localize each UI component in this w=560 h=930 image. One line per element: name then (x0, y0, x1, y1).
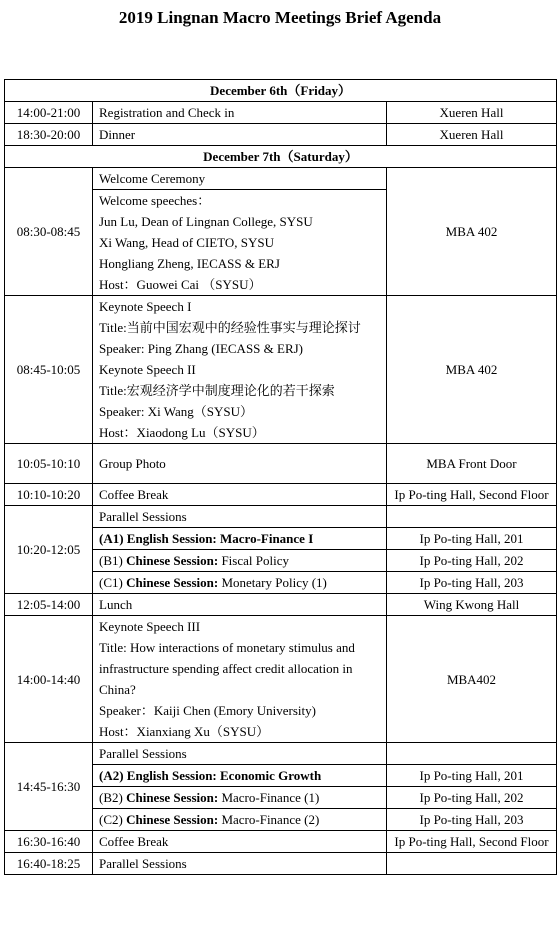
event-cell: Parallel Sessions (93, 743, 387, 765)
table-row (5, 444, 557, 484)
table-row (5, 831, 557, 853)
welcome-speaker: Jun Lu, Dean of Lingnan College, SYSU (99, 214, 313, 229)
event-cell (93, 190, 387, 296)
session-code: (C1) (99, 575, 127, 590)
keynote-label: Keynote Speech I (99, 299, 192, 314)
venue-cell (387, 853, 557, 875)
session-topic: Fiscal Policy (218, 553, 289, 568)
host-line: Host：Guowei Cai （SYSU） (99, 277, 262, 292)
venue-cell: Ip Po-ting Hall, 203 (387, 572, 557, 594)
session-topic: Macro-Finance (2) (218, 812, 320, 827)
event-cell: Welcome Ceremony (93, 168, 387, 190)
event-cell: Parallel Sessions (93, 853, 387, 875)
session-cell (93, 572, 387, 594)
session-cell (93, 528, 387, 550)
venue-cell: Wing Kwong Hall (387, 594, 557, 616)
time-cell: 12:05-14:00 (5, 594, 93, 616)
keynote-speaker: Speaker: Xi Wang（SYSU） (99, 404, 253, 419)
keynote-title: Title: How interactions of monetary stimulus and infrastructure spending affect credit allocation in China? (99, 640, 355, 697)
session-code: (C2) (99, 812, 127, 827)
day-heading-row (5, 80, 557, 102)
session-cell (93, 550, 387, 572)
keynote-title: Title:宏观经济学中制度理论化的若干探索 (99, 383, 335, 398)
event-cell: Registration and Check in (93, 102, 387, 124)
session-code: (B1) (99, 553, 127, 568)
table-row (5, 484, 557, 506)
time-cell: 14:45-16:30 (5, 743, 93, 831)
table-row (5, 124, 557, 146)
host-line: Host：Xiaodong Lu（SYSU） (99, 425, 265, 440)
table-row (5, 168, 557, 190)
time-cell: 10:20-12:05 (5, 506, 93, 594)
venue-cell: MBA402 (387, 616, 557, 743)
table-row (5, 594, 557, 616)
keynote-label: Keynote Speech II (99, 362, 196, 377)
venue-cell: Ip Po-ting Hall, 202 (387, 787, 557, 809)
time-cell: 14:00-14:40 (5, 616, 93, 743)
table-row (5, 743, 557, 765)
day-heading: December 6th（Friday） (5, 80, 557, 102)
keynote-label: Keynote Speech III (99, 619, 201, 634)
time-cell: 14:00-21:00 (5, 102, 93, 124)
event-cell: Group Photo (93, 444, 387, 484)
time-cell: 10:10-10:20 (5, 484, 93, 506)
session-kind: Chinese Session: (126, 790, 219, 805)
keynote-speaker: Speaker: Ping Zhang (IECASS & ERJ) (99, 341, 304, 356)
table-row (5, 506, 557, 528)
page-title: 2019 Lingnan Macro Meetings Brief Agenda (118, 8, 442, 27)
table-row (5, 616, 557, 743)
time-cell: 16:30-16:40 (5, 831, 93, 853)
venue-cell: MBA 402 (387, 296, 557, 444)
event-cell (93, 616, 387, 743)
table-row (5, 853, 557, 875)
host-line: Host：Xianxiang Xu（SYSU） (99, 724, 270, 739)
venue-cell: MBA Front Door (387, 444, 557, 484)
session-cell (93, 787, 387, 809)
venue-cell: Ip Po-ting Hall, Second Floor (387, 831, 557, 853)
time-cell: 18:30-20:00 (5, 124, 93, 146)
time-cell: 16:40-18:25 (5, 853, 93, 875)
session-name: (A1) English Session: Macro-Finance I (99, 531, 314, 546)
session-kind: Chinese Session: (126, 812, 219, 827)
day-heading-row (5, 146, 557, 168)
event-cell: Dinner (93, 124, 387, 146)
session-kind: Chinese Session: (126, 553, 219, 568)
venue-cell: Xueren Hall (387, 124, 557, 146)
session-topic: Macro-Finance (1) (218, 790, 320, 805)
session-topic: Monetary Policy (1) (218, 575, 327, 590)
session-name: (A2) English Session: Economic Growth (99, 768, 322, 783)
keynote-title: Title:当前中国宏观中的经验性事实与理论探讨 (99, 320, 361, 335)
table-row (5, 296, 557, 444)
session-kind: Chinese Session: (126, 575, 219, 590)
day-heading: December 7th（Saturday） (5, 146, 557, 168)
venue-cell: Ip Po-ting Hall, 201 (387, 528, 557, 550)
venue-cell: Xueren Hall (387, 102, 557, 124)
event-cell: Coffee Break (93, 484, 387, 506)
venue-cell: Ip Po-ting Hall, 203 (387, 809, 557, 831)
venue-cell: Ip Po-ting Hall, 201 (387, 765, 557, 787)
welcome-speaker: Hongliang Zheng, IECASS & ERJ (99, 256, 280, 271)
agenda-table (4, 79, 557, 875)
time-cell: 10:05-10:10 (5, 444, 93, 484)
event-cell: Lunch (93, 594, 387, 616)
session-cell (93, 809, 387, 831)
welcome-speeches-label: Welcome speeches： (99, 193, 211, 208)
venue-cell (387, 506, 557, 528)
keynote-speaker: Speaker：Kaiji Chen (Emory University) (99, 703, 316, 718)
venue-cell (387, 743, 557, 765)
time-cell: 08:30-08:45 (5, 168, 93, 296)
session-cell (93, 765, 387, 787)
event-cell (93, 296, 387, 444)
venue-cell: Ip Po-ting Hall, 202 (387, 550, 557, 572)
welcome-speaker: Xi Wang, Head of CIETO, SYSU (99, 235, 275, 250)
session-code: (B2) (99, 790, 127, 805)
time-cell: 08:45-10:05 (5, 296, 93, 444)
event-cell: Parallel Sessions (93, 506, 387, 528)
venue-cell: MBA 402 (387, 168, 557, 296)
venue-cell: Ip Po-ting Hall, Second Floor (387, 484, 557, 506)
event-cell: Coffee Break (93, 831, 387, 853)
table-row (5, 102, 557, 124)
